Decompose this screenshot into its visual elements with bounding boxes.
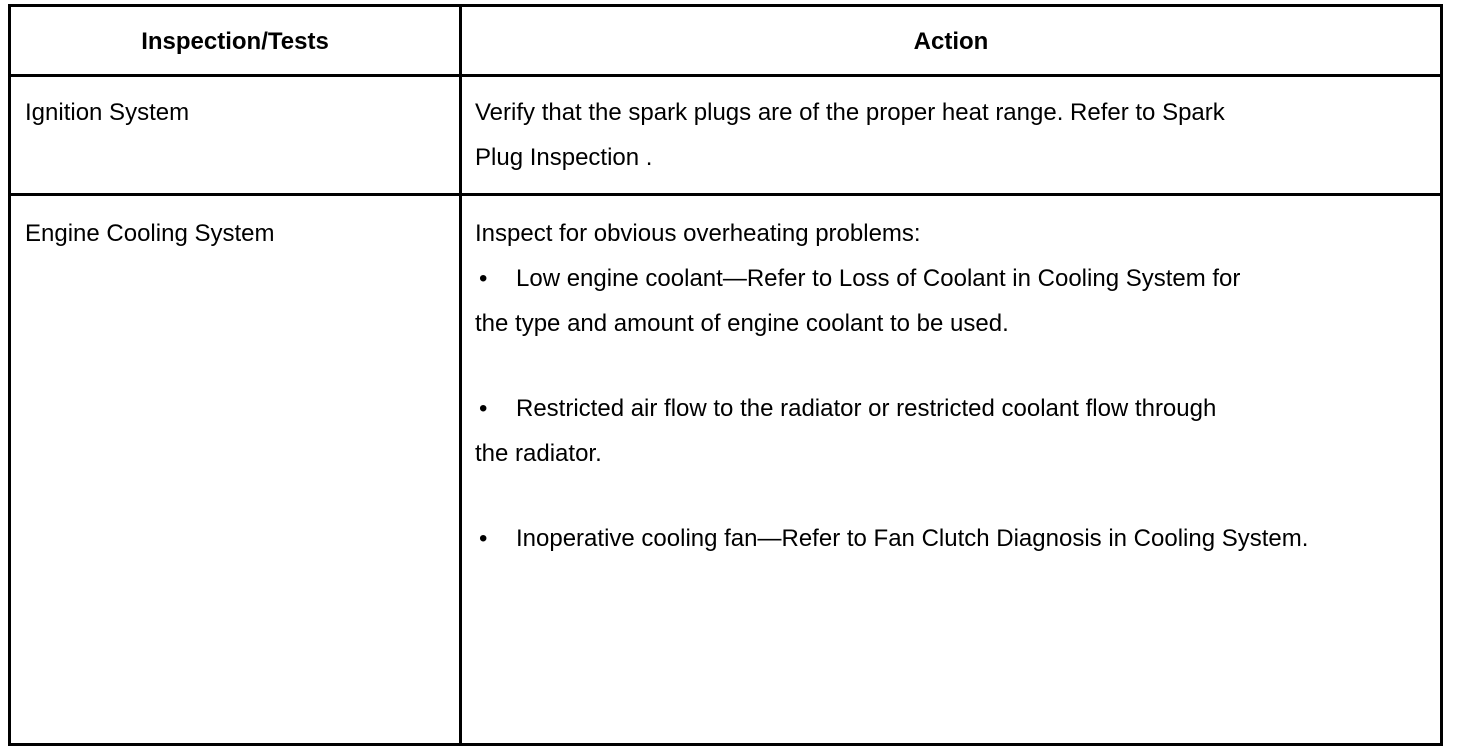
bullet-text: Low engine coolant—Refer to Loss of Coolant in Cooling System for [516,265,1241,292]
bullet-item [475,386,1308,431]
action-line: Plug Inspection . [475,144,653,171]
bullet-text: Restricted air flow to the radiator or restricted coolant flow through [516,395,1217,422]
bullet-icon: • [479,265,488,292]
header-action: Action [913,28,989,55]
header-inspection-tests: Inspection/Tests [141,28,329,55]
bullet-icon: • [479,525,488,552]
header-row-divider [11,74,1440,77]
action-intro: Inspect for obvious overheating problems: [475,220,921,247]
action-line: Verify that the spark plugs are of the proper heat range. Refer to Spark [475,99,1225,126]
bullet-item [475,516,1308,561]
bullet-text: Inoperative cooling fan—Refer to Fan Clutch Diagnosis in Cooling System. [516,525,1309,552]
bullet-continuation: the radiator. [475,440,602,467]
row-cooling-inspection: Engine Cooling System [25,220,275,247]
row-cooling-action [475,211,1308,561]
row-ignition-inspection: Ignition System [25,99,190,126]
row-ignition-action [475,90,1225,180]
bullet-continuation: the type and amount of engine coolant to be used. [475,310,1009,337]
bullet-item [475,256,1308,301]
diagnostic-table [8,4,1443,746]
row-divider [11,193,1440,196]
column-divider [459,7,462,743]
bullet-icon: • [479,395,488,422]
